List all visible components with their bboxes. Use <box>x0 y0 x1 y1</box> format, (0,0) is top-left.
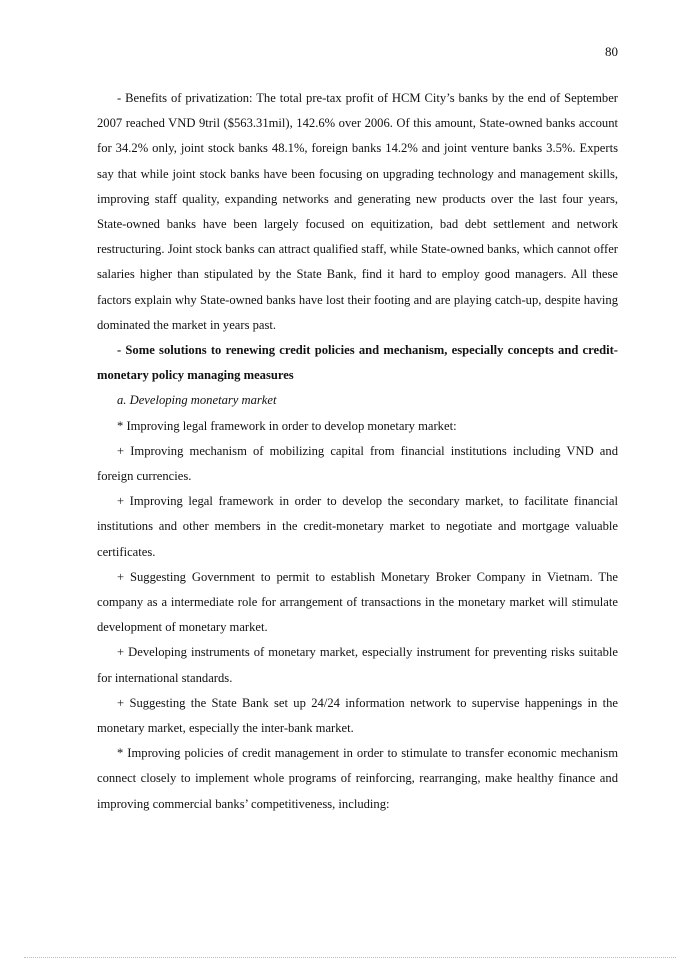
item-instruments: + Developing instruments of monetary market, especially instrument for preventing risks suitable for international standards. <box>97 645 618 685</box>
page-bottom-border <box>24 957 676 958</box>
item-information-network: + Suggesting the State Bank set up 24/24 information network to supervise happenings in the monetary market, especially the inter-bank market. <box>97 695 618 736</box>
subheading-monetary-market: a. Developing monetary market <box>117 393 277 408</box>
item-secondary-market: + Improving legal framework in order to develop the secondary market, to facilitate financial institutions and other members in the credit-monetary market to negotiate and mortgage valuable certificates. <box>97 494 618 559</box>
bullet-credit-management: * Improving policies of credit management in order to stimulate to transfer economic mechanism connect closely to implement whole programs of reinforcing, rearranging, make healthy finance and improving commercial banks’ competitiveness, including: <box>97 746 618 811</box>
page-number: 80 <box>605 44 618 59</box>
section-heading-solutions: - Some solutions to renewing credit policies and mechanism, especially concepts and credit-monetary policy managing measures <box>97 343 618 383</box>
item-broker-company: + Suggesting Government to permit to establish Monetary Broker Company in Vietnam. The company as a intermediate role for arrangement of transactions in the monetary market will stimulate development of monetary market. <box>97 569 618 635</box>
paragraph-privatization-benefits: - Benefits of privatization: The total pre-tax profit of HCM City’s banks by the end of September 2007 reached VND 9tril ($563.31mil), 142.6% over 2006. Of this amount, State-owned banks account for 34.2% only, joint stock banks 48.1%, foreign banks 14.2% and joint venture banks 3.5%. Experts say that while joint stock banks have been focusing on upgrading technology and management skills, improving staff quality, expanding networks and generating new products over the last four years, State-owned banks have been largely focused on equitization, bad debt settlement and network restructuring. Joint stock banks can attract qualified staff, while State-owned banks, which cannot offer salaries higher than stipulated by the State Bank, find it hard to employ good managers. All these factors explain why State-owned banks have lost their footing and are playing catch-up, despite having dominated the market in years past. <box>97 91 618 332</box>
item-mobilizing-capital: + Improving mechanism of mobilizing capital from financial institutions including VND and foreign currencies. <box>97 443 618 484</box>
document-body <box>97 86 618 817</box>
bullet-legal-framework: * Improving legal framework in order to develop monetary market: <box>117 418 457 433</box>
